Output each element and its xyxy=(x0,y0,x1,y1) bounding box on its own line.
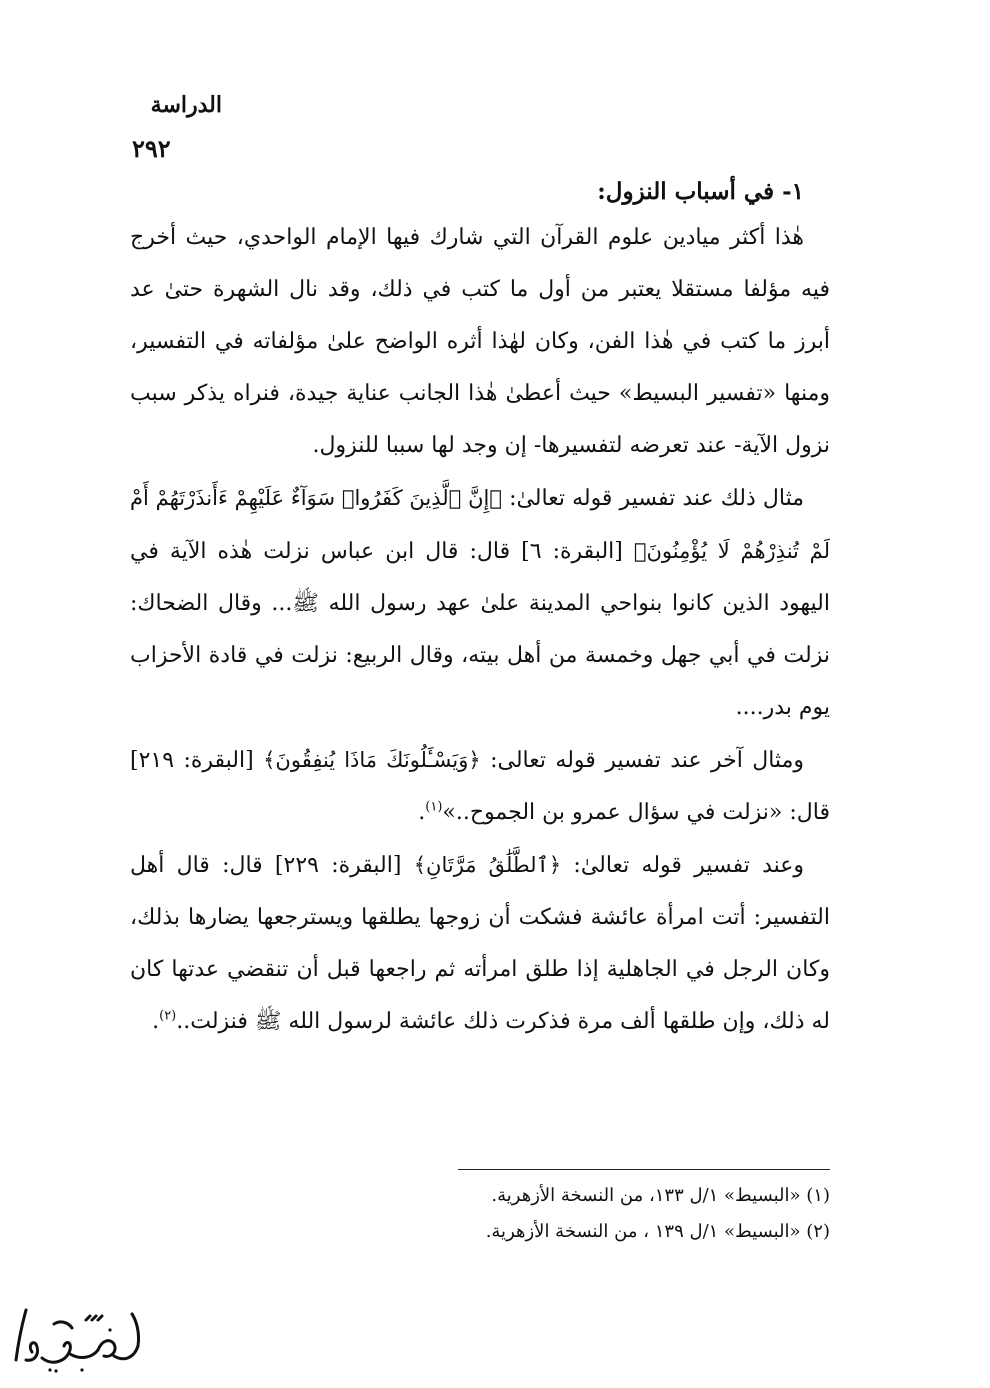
quran-verse-1: ﴿إِنَّ ٱلَّذِينَ كَفَرُوا۟ سَوَآءٌ عَلَيْهِمْ ءَأَنذَرْتَهُمْ أَمْ لَمْ تُنذِرْهُمْ لَا يُؤْمِنُونَ﴾ xyxy=(130,486,830,563)
quran-verse-2: ﴿وَيَسْـَٔلُونَكَ مَاذَا يُنفِقُونَ﴾ xyxy=(263,748,481,772)
page-number: ٢٩٢ xyxy=(132,134,171,163)
example-3-text: [البقرة: ٢٢٩] قال: قال أهل التفسير: أتت امرأة عائشة فشكت أن زوجها يطلقها ويسترجعها يضارها بذلك، وكان الرجل في الجاهلية إذا طلق امرأته ثم راجعها قبل أن تنقضي عدتها كان له ذلك، وإن طلقها ألف مرة فذكرت ذلك عائشة لرسول الله ﷺ فنزلت.. xyxy=(130,853,831,1034)
footnotes xyxy=(486,1178,830,1250)
example-1-text: [البقرة: ٦] قال: قال ابن عباس نزلت هٰذه الآية في اليهود الذين كانوا بنواحي المدينة علىٰ عهد رسول الله ﷺ... وقال الضحاك: نزلت في أبي جهل وخمسة من أهل بيته، وقال الربيع: نزلت في قادة الأحزاب يوم بدر.... xyxy=(130,539,830,720)
footnote-1: (١) «البسيط» ١/ل ١٣٣، من النسخة الأزهرية. xyxy=(491,1185,830,1206)
example-2-intro: ومثال آخر عند تفسير قوله تعالى: xyxy=(490,748,804,773)
footnote-divider xyxy=(458,1169,830,1170)
paragraph-example-2: ومثال آخر عند تفسير قوله تعالى: ﴿وَيَسْـَٔلُونَكَ مَاذَا يُنفِقُونَ﴾ [البقرة: ٢١٩] قال: «نزلت في سؤال عمرو بن الجموح..»$^{(١)}$. xyxy=(130,748,830,825)
footnote-ref-1[interactable]: (١) xyxy=(425,799,443,815)
footnote-2: (٢) «البسيط» ١/ل ١٣٩ ، من النسخة الأزهرية. xyxy=(485,1221,830,1242)
paragraph-intro: هٰذا أكثر ميادين علوم القرآن التي شارك فيها الإمام الواحدي، حيث أخرج فيه مؤلفا مستقلا يعتبر من أول ما كتب في ذلك، وقد نال الشهرة حتىٰ عد أبرز ما كتب في هٰذا الفن، وكان لهٰذا أثره الواضح علىٰ مؤلفاته في التفسير، ومنها «تفسير البسيط» حيث أعطىٰ هٰذا الجانب عناية جيدة، فنراه يذكر سبب نزول الآية- عند تعرضه لتفسيرها- إن وجد لها سببا للنزول. xyxy=(130,225,830,458)
paragraph-example-1 xyxy=(130,472,830,734)
example-1-intro: مثال ذلك عند تفسير قوله تعالىٰ: xyxy=(509,486,805,511)
section-heading: ١- في أسباب النزول: xyxy=(597,178,804,205)
running-title: الدراسة xyxy=(150,92,222,118)
quran-verse-3: ﴿ٱلطَّلَٰقُ مَرَّتَانِ﴾ xyxy=(413,853,562,877)
calligraphy-logo-icon xyxy=(6,1300,146,1378)
footnote-ref-2[interactable]: (٢) xyxy=(159,1008,177,1024)
main-content xyxy=(130,172,830,1048)
paragraph-example-3: وعند تفسير قوله تعالىٰ: ﴿ٱلطَّلَٰقُ مَرَّتَانِ﴾ [البقرة: ٢٢٩] قال: قال أهل التفسير: أتت امرأة عائشة فشكت أن زوجها يطلقها ويسترجعها يضارها بذلك، وكان الرجل في الجاهلية إذا طلق امرأته ثم راجعها قبل أن تنقضي عدتها كان له ذلك، وإن طلقها ألف مرة فذكرت ذلك عائشة لرسول الله ﷺ فنزلت..$^{(٢)}$. xyxy=(130,853,831,1034)
example-3-intro: وعند تفسير قوله تعالىٰ: xyxy=(573,853,804,878)
example-2-text: [البقرة: ٢١٩] قال: «نزلت في سؤال عمرو بن الجموح..» xyxy=(130,748,830,825)
